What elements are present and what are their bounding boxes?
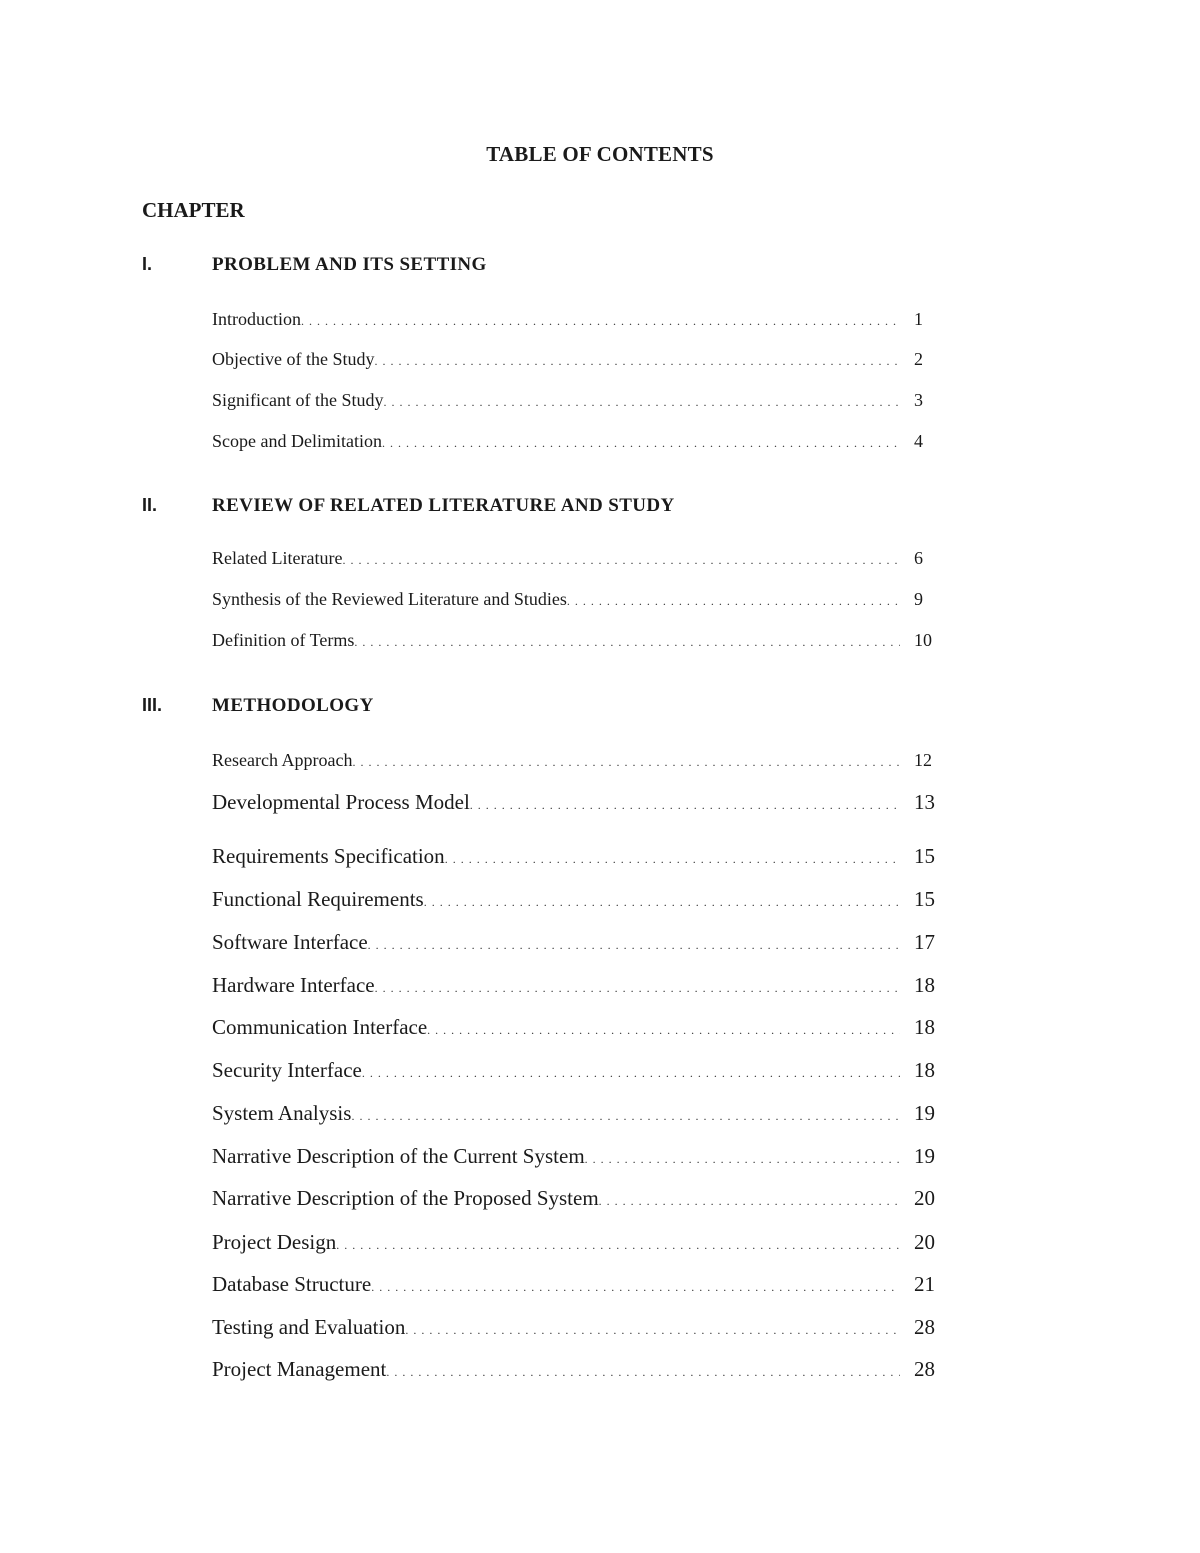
toc-entry-page: 19 [914,1101,935,1125]
toc-entry-page: 15 [914,887,935,911]
chapter-3-title: METHODOLOGY [212,695,374,716]
toc-entry-page: 28 [914,1357,935,1381]
toc-entry[interactable] [212,1058,940,1083]
dot-leader [427,1015,900,1040]
toc-entry[interactable] [212,1186,940,1211]
toc-entry-page: 4 [914,431,923,451]
toc-entry-page: 20 [914,1186,935,1210]
toc-entry-label: Synthesis of the Reviewed Literature and Studies [212,589,567,609]
dot-leader [374,349,900,370]
toc-entry-label: Requirements Specification [212,844,445,868]
toc-entry-page: 9 [914,589,923,609]
toc-entry-label: Scope and Delimitation [212,431,382,451]
toc-entry[interactable] [212,1144,940,1169]
toc-entry-label: Related Literature [212,548,343,568]
dot-leader [424,887,900,912]
dot-leader [383,390,900,411]
toc-entry-page: 20 [914,1230,935,1254]
dot-leader [352,750,900,771]
chapter-heading: CHAPTER [142,198,245,222]
toc-entry-label: Hardware Interface [212,973,375,997]
toc-entry-page: 13 [914,790,935,814]
toc-entry[interactable] [212,973,940,998]
toc-entry-page: 18 [914,1015,935,1039]
toc-entry[interactable] [212,930,940,955]
toc-entry[interactable] [212,589,940,610]
toc-entry-page: 17 [914,930,935,954]
toc-entry-page: 21 [914,1272,935,1296]
toc-entry[interactable] [212,390,940,411]
toc-entry-label: Project Management [212,1357,387,1381]
toc-entry[interactable] [212,1315,940,1340]
toc-entry[interactable] [212,844,940,869]
toc-entry[interactable] [212,349,940,370]
toc-entry-label: Software Interface [212,930,368,954]
toc-entry-label: Narrative Description of the Proposed System [212,1186,599,1210]
toc-entry[interactable] [212,431,940,452]
dot-leader [375,973,900,998]
dot-leader [301,309,900,330]
dot-leader [362,1058,900,1083]
toc-entry-label: Introduction [212,309,301,329]
dot-leader [445,844,900,869]
dot-leader [599,1186,900,1211]
dot-leader [371,1272,900,1297]
toc-entry-label: Security Interface [212,1058,362,1082]
toc-entry[interactable] [212,1272,940,1297]
toc-entry-page: 2 [914,349,923,369]
toc-entry-page: 12 [914,750,932,770]
toc-entry-page: 6 [914,548,923,568]
document-title: TABLE OF CONTENTS [486,142,714,166]
dot-leader [585,1144,900,1169]
toc-entry-label: Testing and Evaluation [212,1315,406,1339]
toc-entry-page: 18 [914,973,935,997]
toc-entry-page: 19 [914,1144,935,1168]
toc-entry[interactable] [212,1101,940,1126]
chapter-2-numeral: II. [142,495,158,515]
dot-leader [351,1101,900,1126]
toc-entry-label: Project Design [212,1230,337,1254]
toc-entry[interactable] [212,1230,940,1255]
toc-entry-label: Developmental Process Model [212,790,470,814]
toc-entry-page: 10 [914,630,932,650]
toc-entry-page: 15 [914,844,935,868]
dot-leader [368,930,900,955]
chapter-3-heading [142,695,374,717]
toc-entry[interactable] [212,887,940,912]
chapter-2-heading [142,495,675,517]
toc-entry[interactable] [212,309,940,330]
dot-leader [470,790,900,815]
dot-leader [342,548,900,569]
toc-entry-label: Functional Requirements [212,887,424,911]
chapter-2-title: REVIEW OF RELATED LITERATURE AND STUDY [212,495,675,516]
toc-entry-label: Database Structure [212,1272,372,1296]
chapter-1-numeral: I. [142,254,153,274]
dot-leader [382,431,900,452]
toc-entry-label: Narrative Description of the Current System [212,1144,585,1168]
dot-leader [405,1315,900,1340]
toc-entry-page: 28 [914,1315,935,1339]
toc-entry-label: Significant of the Study [212,390,384,410]
toc-entry-page: 1 [914,309,923,329]
toc-entry[interactable] [212,548,940,569]
toc-entry[interactable] [212,1015,940,1040]
chapter-1-title: PROBLEM AND ITS SETTING [212,254,487,275]
toc-entry-label: Research Approach [212,750,353,770]
toc-entry[interactable] [212,750,940,771]
toc-entry-label: System Analysis [212,1101,352,1125]
toc-entry-page: 3 [914,390,923,410]
chapter-3-numeral: III. [142,695,163,715]
toc-entry-page: 18 [914,1058,935,1082]
toc-entry-label: Communication Interface [212,1015,428,1039]
dot-leader [567,589,900,610]
dot-leader [336,1230,900,1255]
dot-leader [386,1357,900,1382]
toc-entry[interactable] [212,630,940,651]
toc-entry[interactable] [212,790,940,815]
toc-entry[interactable] [212,1357,940,1382]
dot-leader [354,630,900,651]
toc-entry-label: Objective of the Study [212,349,375,369]
toc-entry-label: Definition of Terms [212,630,355,650]
chapter-1-heading [142,254,487,276]
